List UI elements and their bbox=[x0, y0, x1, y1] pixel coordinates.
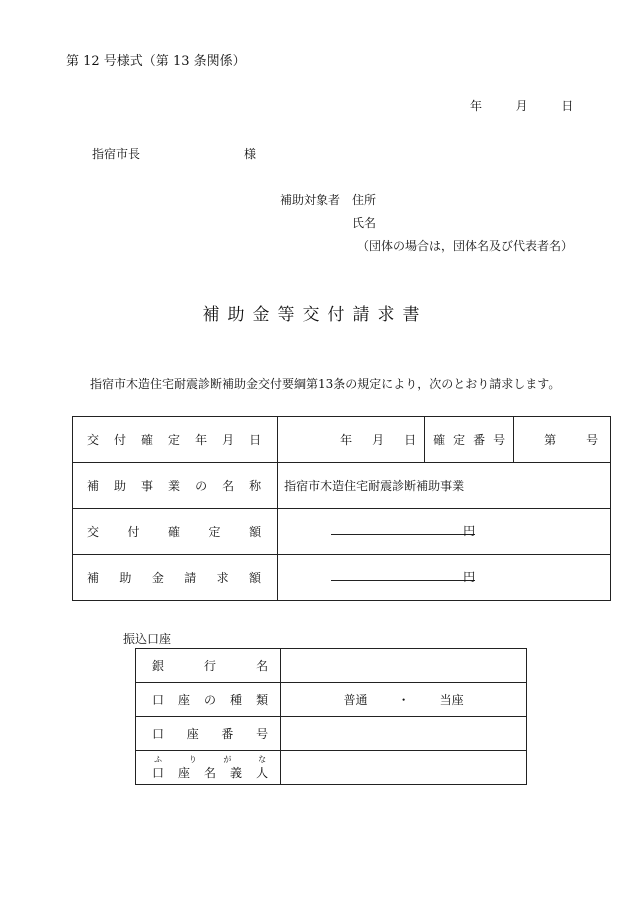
label-char: 日 bbox=[249, 433, 262, 447]
grant-date-field[interactable] bbox=[278, 417, 425, 463]
spaced-label bbox=[136, 725, 280, 742]
account-type-field[interactable] bbox=[281, 683, 527, 717]
body-text: 指宿市木造住宅耐震診断補助金交付要綱第13条の規定により，次のとおり請求します。 bbox=[90, 377, 561, 391]
confirmation-number-field[interactable] bbox=[514, 417, 611, 463]
label-char: 助 bbox=[119, 571, 132, 585]
label-char: 交 bbox=[87, 525, 100, 539]
confirmation-number-label bbox=[425, 417, 514, 463]
grant-amount-label bbox=[73, 509, 278, 555]
label-char: 名 bbox=[222, 479, 235, 493]
label-char: 金 bbox=[151, 571, 164, 585]
request-table bbox=[72, 416, 611, 601]
label-char: 種 bbox=[230, 693, 243, 707]
spaced-label bbox=[73, 477, 277, 494]
request-amount-field[interactable] bbox=[278, 555, 611, 601]
label-char: 付 bbox=[127, 525, 140, 539]
project-name-value: 指宿市木造住宅耐震診断補助事業 bbox=[278, 463, 611, 509]
confirmation-number-prefix: 第 bbox=[544, 433, 557, 447]
table-row bbox=[73, 417, 611, 463]
table-row bbox=[136, 717, 527, 751]
label-char: 号 bbox=[493, 433, 506, 447]
label-char: ふ bbox=[154, 755, 162, 764]
label-char: 義 bbox=[230, 766, 243, 780]
label-char: 助 bbox=[114, 479, 127, 493]
account-number-field[interactable] bbox=[281, 717, 527, 751]
label-char: 確 bbox=[141, 433, 154, 447]
label-char: 番 bbox=[473, 433, 486, 447]
confirmation-number-suffix: 号 bbox=[586, 433, 599, 447]
label-char: 額 bbox=[249, 571, 262, 585]
request-amount-underline bbox=[331, 580, 475, 581]
request-amount-label bbox=[73, 555, 278, 601]
label-char: 名 bbox=[256, 659, 269, 673]
grant-date-year: 年 bbox=[340, 433, 353, 447]
label-char: 交 bbox=[87, 433, 100, 447]
form-number: 第 12 号様式（第 13 条関係） bbox=[66, 54, 246, 69]
bank-name-label bbox=[136, 649, 281, 683]
spaced-label bbox=[73, 523, 277, 540]
label-char: 座 bbox=[178, 766, 191, 780]
label-char: 番 bbox=[221, 727, 234, 741]
bank-account-table bbox=[135, 648, 527, 785]
label-char: 称 bbox=[249, 479, 262, 493]
label-char: の bbox=[204, 693, 217, 707]
date-year: 年 bbox=[470, 99, 483, 113]
label-char: 人 bbox=[256, 766, 269, 780]
label-char: 月 bbox=[222, 433, 235, 447]
label-char: り bbox=[188, 755, 197, 764]
bank-name-field[interactable] bbox=[281, 649, 527, 683]
table-row bbox=[136, 751, 527, 785]
grant-date-day: 日 bbox=[404, 433, 417, 447]
grant-date-label bbox=[73, 417, 278, 463]
applicant-name-label: 氏名 bbox=[352, 216, 377, 230]
label-char: 行 bbox=[204, 659, 217, 673]
addressee-name: 指宿市長 bbox=[92, 147, 141, 161]
table-row bbox=[73, 509, 611, 555]
grant-amount-underline bbox=[331, 534, 475, 535]
account-type-ordinary[interactable]: 普通 bbox=[343, 693, 368, 707]
label-char: 額 bbox=[249, 525, 262, 539]
table-row bbox=[73, 555, 611, 601]
label-char: 定 bbox=[208, 525, 221, 539]
label-char: 座 bbox=[178, 693, 191, 707]
account-type-label bbox=[136, 683, 281, 717]
account-holder-text bbox=[136, 764, 280, 781]
label-char: 号 bbox=[256, 727, 269, 741]
label-char: 確 bbox=[168, 525, 181, 539]
spaced-label bbox=[136, 657, 280, 674]
label-char: 補 bbox=[87, 479, 100, 493]
account-type-current[interactable]: 当座 bbox=[439, 693, 464, 707]
label-char: 業 bbox=[168, 479, 181, 493]
table-row bbox=[136, 683, 527, 717]
label-char: 定 bbox=[168, 433, 181, 447]
label-char: な bbox=[258, 755, 267, 764]
label-char: 事 bbox=[141, 479, 154, 493]
account-type-separator: ・ bbox=[397, 693, 410, 707]
spaced-label bbox=[136, 691, 280, 708]
date-day: 日 bbox=[561, 99, 574, 113]
label-char: 付 bbox=[114, 433, 127, 447]
bank-account-caption: 振込口座 bbox=[123, 632, 172, 646]
project-name-label bbox=[73, 463, 278, 509]
spaced-label bbox=[73, 431, 277, 448]
label-char: 類 bbox=[256, 693, 269, 707]
grant-amount-field[interactable] bbox=[278, 509, 611, 555]
label-char: 口 bbox=[152, 693, 165, 707]
label-char: 銀 bbox=[152, 659, 165, 673]
account-holder-label bbox=[136, 751, 281, 785]
label-char: 口 bbox=[152, 727, 165, 741]
account-holder-field[interactable] bbox=[281, 751, 527, 785]
label-char: 年 bbox=[195, 433, 208, 447]
spaced-label bbox=[73, 569, 277, 586]
label-char: 定 bbox=[453, 433, 466, 447]
label-char: 確 bbox=[433, 433, 446, 447]
applicant-note: （団体の場合は，団体名及び代表者名） bbox=[357, 239, 574, 253]
addressee-honorific: 様 bbox=[244, 147, 257, 161]
request-amount-yen: 円 bbox=[463, 570, 476, 584]
label-char: 請 bbox=[184, 571, 197, 585]
label-char: が bbox=[223, 755, 232, 764]
addressee bbox=[92, 145, 257, 162]
label-char: 名 bbox=[204, 766, 217, 780]
document-title: 補助金等交付請求書 bbox=[202, 305, 428, 325]
label-char: 求 bbox=[216, 571, 229, 585]
label-char: 座 bbox=[186, 727, 199, 741]
label-char: の bbox=[195, 479, 208, 493]
date-month: 月 bbox=[515, 99, 528, 113]
grant-date-month: 月 bbox=[372, 433, 385, 447]
applicant-label: 補助対象者 bbox=[280, 193, 341, 207]
table-row bbox=[73, 463, 611, 509]
account-number-label bbox=[136, 717, 281, 751]
label-char: 補 bbox=[87, 571, 100, 585]
grant-amount-yen: 円 bbox=[463, 524, 476, 538]
table-row bbox=[136, 649, 527, 683]
label-char: 口 bbox=[152, 766, 165, 780]
submission-date bbox=[470, 97, 573, 114]
spaced-label bbox=[425, 431, 513, 448]
applicant-address-label: 住所 bbox=[352, 193, 377, 207]
